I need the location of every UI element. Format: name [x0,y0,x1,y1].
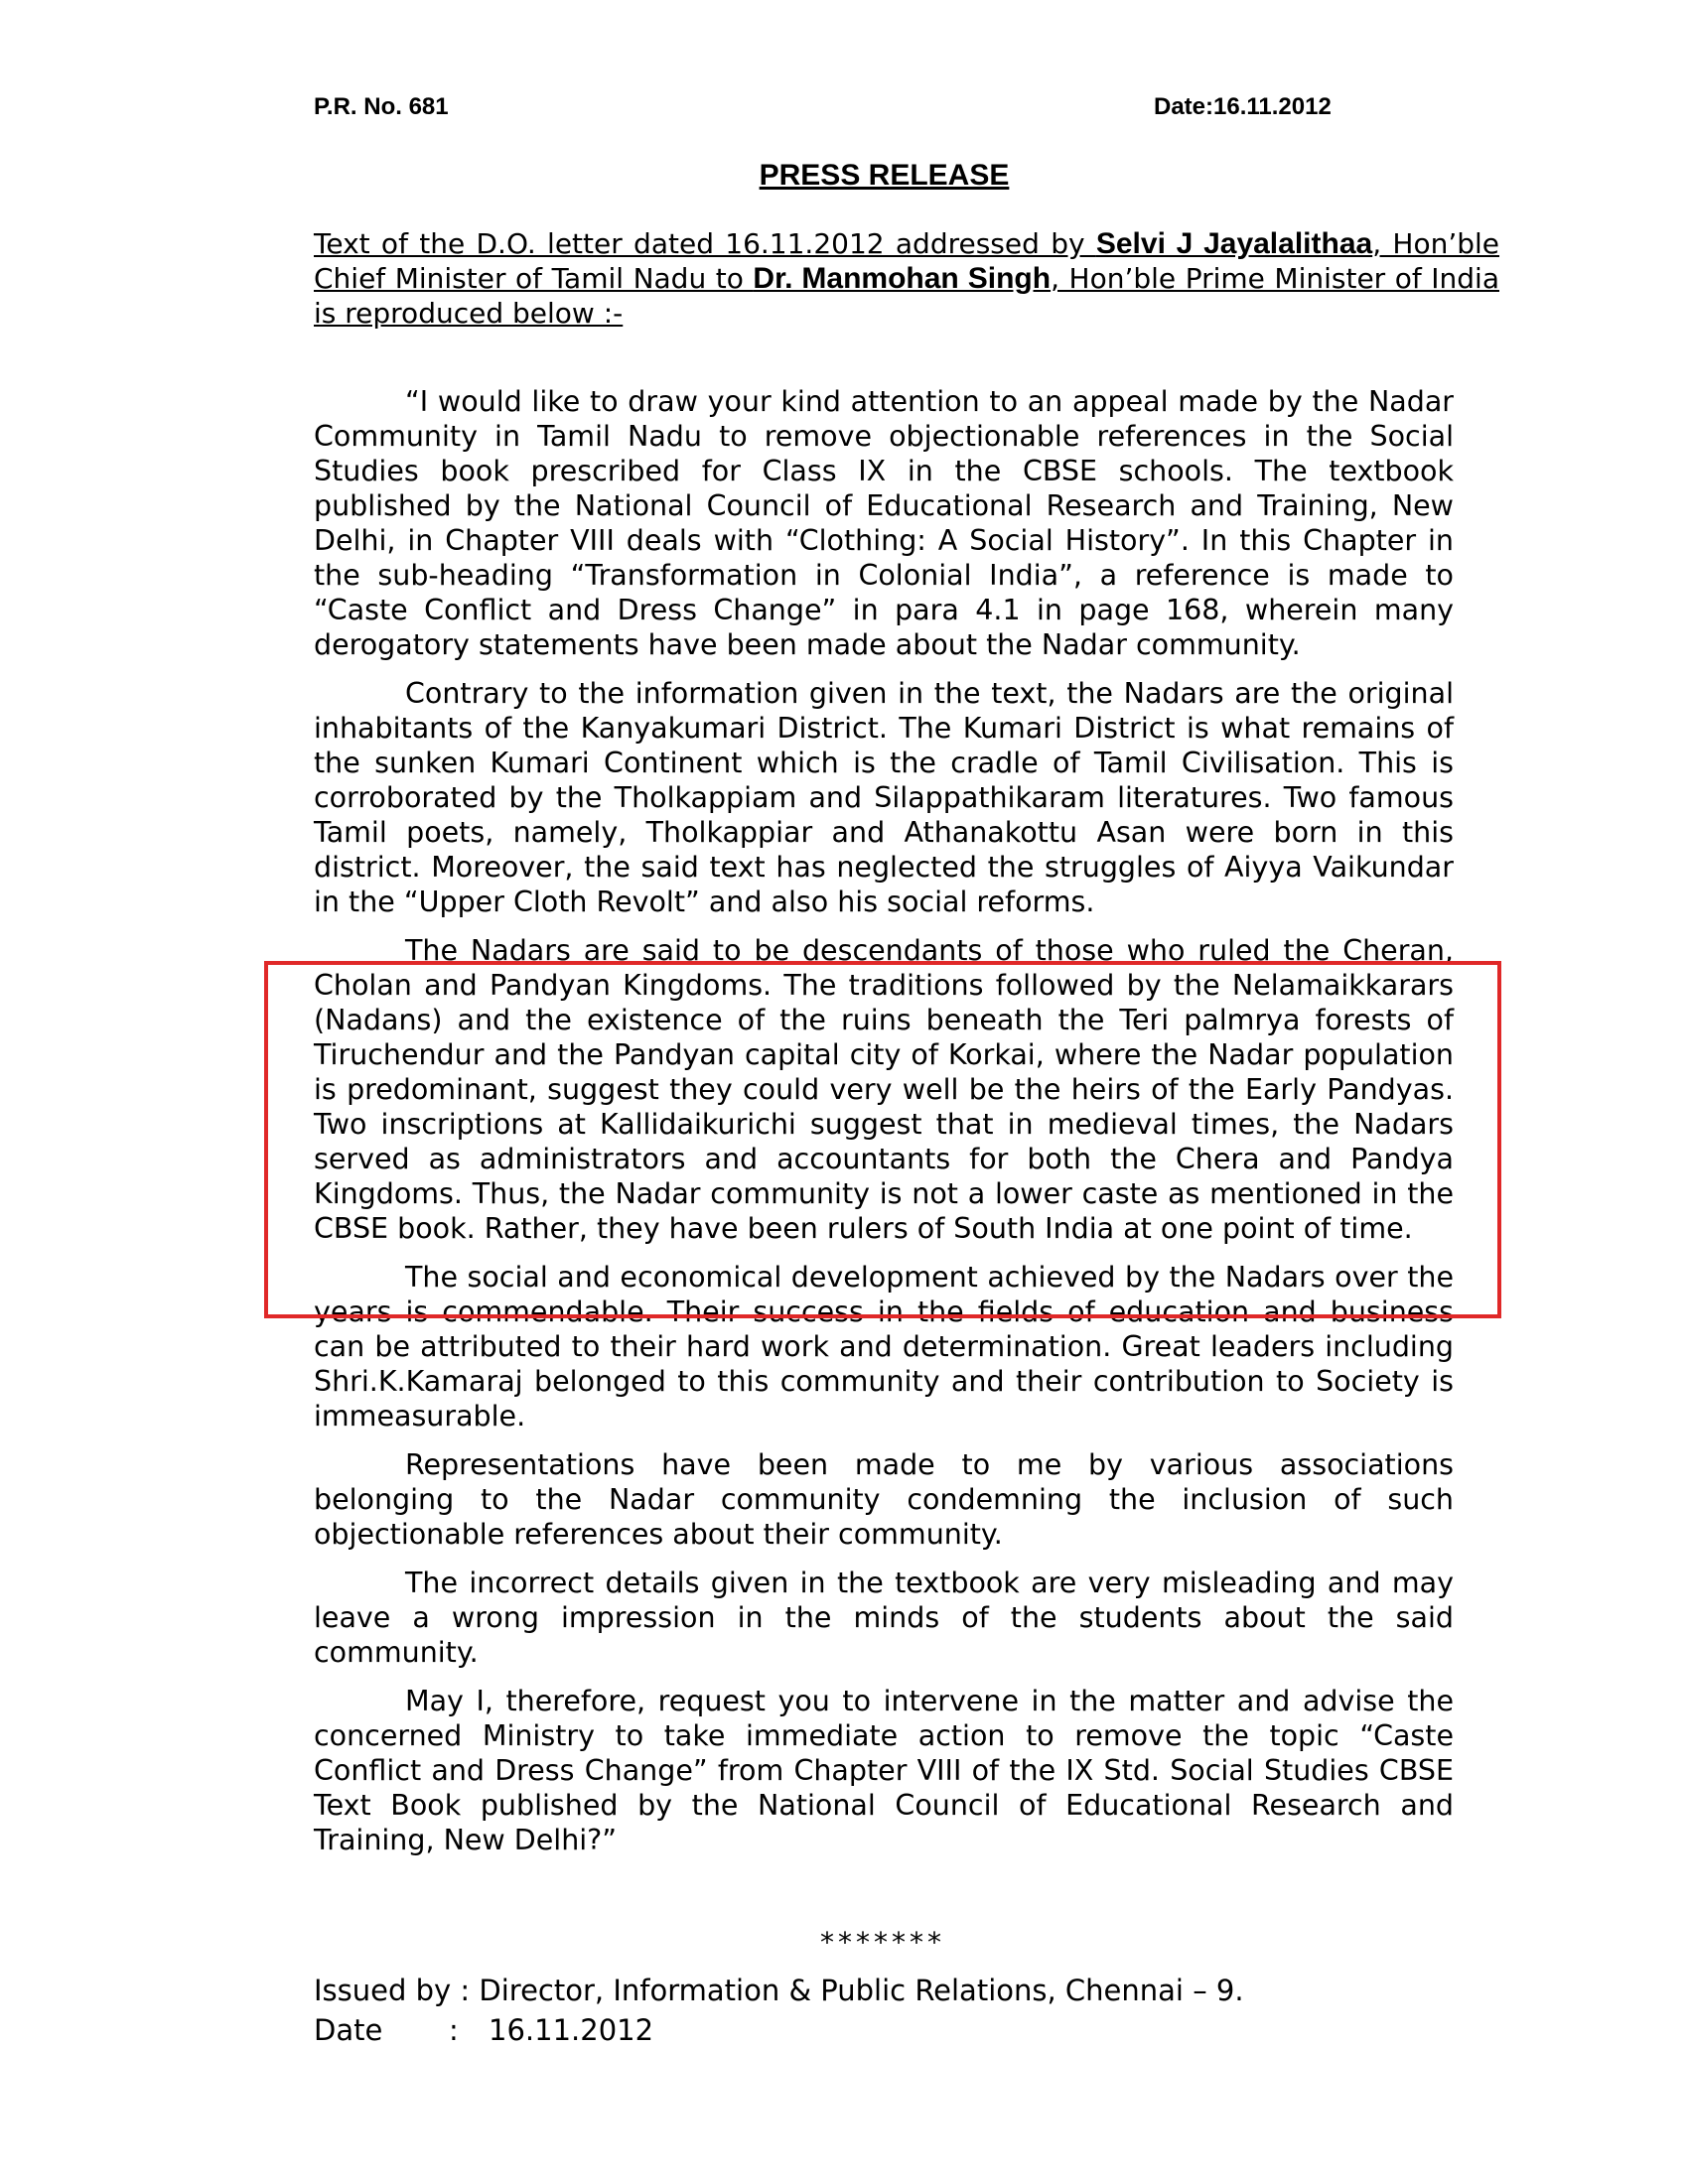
paragraph-7: May I, therefore, request you to intervene in the matter and advise the concerned Ministry to take immediate action to remove the topic “Caste Conflict and Dress Change” from Chapter VIII of the IX Std. Social Studies CBSE Text Book published by the National Council of Educational Research and Training, New Delhi?” [314,1685,1454,1856]
paragraph-6: The incorrect details given in the textbook are very misleading and may leave a wrong impression in the minds of the students about the said community. [314,1567,1454,1669]
issued-colon: : [460,1974,471,2007]
intro-part-2: , Hon’ble Chief Minister of Tamil Nadu to [314,227,1500,295]
separator-stars: ******* [820,1926,945,1959]
paragraph-4: The social and economical development achieved by the Nadars over the years is commendable. Their success in the fields of education and business can be attributed to their hard work and determination. Great leaders including Shri.K.Kamaraj belonged to this community and their contribution to Society is immeasurable. [314,1261,1454,1433]
sender-name: Selvi J Jayalalithaa [1095,227,1373,260]
footer-date [314,2013,653,2047]
pr-number: P.R. No. 681 [314,93,449,120]
date-value: 16.11.2012 [489,2013,654,2047]
paragraph-5: Representations have been made to me by various associations belonging to the Nadar community condemning the inclusion of such objectionable references about their community. [314,1448,1454,1551]
date-label: Date [314,2013,383,2047]
intro-part-1: Text of the D.O. letter dated 16.11.2012 addressed by [314,227,1096,260]
paragraph-1: “I would like to draw your kind attention to an appeal made by the Nadar Community in Tamil Nadu to remove objectionable references in the Social Studies book prescribed for Class IX in the CBSE schools. The textbook published by the National Council of Educational Research and Training, New Delhi, in Chapter VIII deals with “Clothing: A Social History”. In this Chapter in the sub-heading “Transformation in Colonial India”, a reference is made to “Caste Conflict and Dress Change” in para 4.1 in page 168, wherein many derogatory statements have been made about the Nadar community. [314,385,1454,661]
page-title: PRESS RELEASE [759,159,1010,192]
release-date: Date:16.11.2012 [1154,93,1332,120]
intro-text [314,226,1499,331]
intro-part-3: , Hon’ble Prime Minister of India is reproduced below :- [314,262,1499,330]
recipient-name: Dr. Manmohan Singh [753,262,1052,295]
issued-value: Director, Information & Public Relations, Chennai – 9. [479,1974,1244,2007]
paragraph-3: The Nadars are said to be descendants of those who ruled the Cheran, Cholan and Pandyan Kingdoms. The traditions followed by the Nelamaikkarars (Nadans) and the existence of the ruins beneath the Teri palmrya forests of Tiruchendur and the Pandyan capital city of Korkai, where the Nadar population is predominant, suggest they could very well be the heirs of the Early Pandyas. Two inscriptions at Kallidaikurichi suggest that in medieval times, the Nadars served as administrators and accountants for both the Chera and Pandya Kingdoms. Thus, the Nadar community is not a lower caste as mentioned in the CBSE book. Rather, they have been rulers of South India at one point of time. [314,934,1454,1245]
date-colon: : [449,2013,459,2047]
issued-label: Issued by [314,1974,452,2007]
highlight-box [264,961,1501,1318]
paragraph-2: Contrary to the information given in the text, the Nadars are the original inhabitants of the Kanyakumari District. The Kumari District is what remains of the sunken Kumari Continent which is the cradle of Tamil Civilisation. This is corroborated by the Tholkappiam and Silappathikaram literatures. Two famous Tamil poets, namely, Tholkappiar and Athanakottu Asan were born in this district. Moreover, the said text has neglected the struggles of Aiyya Vaikundar in the “Upper Cloth Revolt” and also his social reforms. [314,677,1454,918]
footer-issued [314,1974,1244,2007]
